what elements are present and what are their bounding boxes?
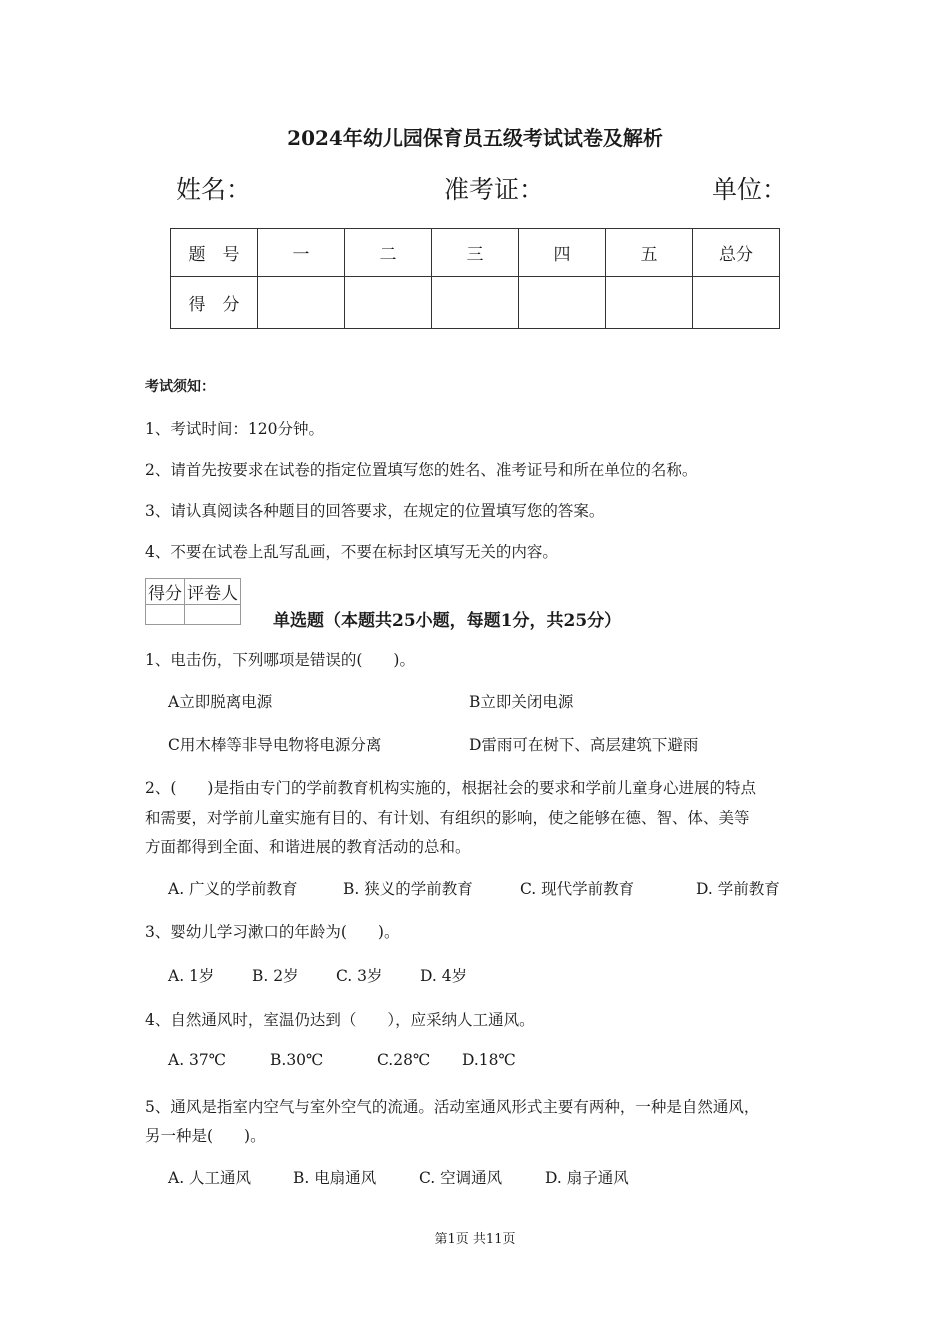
score-header-3: 三 xyxy=(432,229,519,277)
grader-score-cell xyxy=(146,605,185,625)
score-table-header-row xyxy=(171,229,780,277)
question-1-option-a: A立即脱离电源 xyxy=(168,693,273,711)
question-5-option-a: A. 人工通风 xyxy=(168,1169,252,1187)
score-header-label: 题 号 xyxy=(171,229,258,277)
name-field-label: 姓名： xyxy=(176,175,252,204)
question-4-option-b: B.30℃ xyxy=(270,1051,324,1069)
question-5-stem-line-2: 另一种是( )。 xyxy=(145,1127,266,1145)
question-3-option-c: C. 3岁 xyxy=(336,967,383,985)
question-1-option-c: C用木棒等非导电物将电源分离 xyxy=(168,736,382,754)
unit-field-label: 单位： xyxy=(712,175,788,204)
question-5-option-b: B. 电扇通风 xyxy=(293,1169,377,1187)
document-title: 2024年幼儿园保育员五级考试试卷及解析 xyxy=(287,126,663,150)
question-3-option-d: D. 4岁 xyxy=(420,967,468,985)
question-2-option-a: A. 广义的学前教育 xyxy=(168,880,298,898)
notice-item: 2、请首先按要求在试卷的指定位置填写您的姓名、准考证号和所在单位的名称。 xyxy=(145,461,698,479)
score-table-score-row xyxy=(171,277,780,329)
score-header-4: 四 xyxy=(519,229,606,277)
score-cell-4 xyxy=(519,277,606,329)
score-table xyxy=(170,228,780,329)
question-5-stem-line-1: 5、通风是指室内空气与室外空气的流通。活动室通风形式主要有两种，一种是自然通风， xyxy=(145,1098,760,1116)
score-header-1: 一 xyxy=(258,229,345,277)
question-2-option-b: B. 狭义的学前教育 xyxy=(343,880,473,898)
score-cell-2 xyxy=(345,277,432,329)
score-row-label: 得 分 xyxy=(171,277,258,329)
question-4-stem: 4、自然通风时，室温仍达到（ ），应采纳人工通风。 xyxy=(145,1011,535,1029)
question-4-option-c: C.28℃ xyxy=(377,1051,431,1069)
question-5-option-d: D. 扇子通风 xyxy=(545,1169,629,1187)
question-5-option-c: C. 空调通风 xyxy=(419,1169,503,1187)
notice-item: 3、请认真阅读各种题目的回答要求，在规定的位置填写您的答案。 xyxy=(145,502,605,520)
section-title: 单选题（本题共25小题，每题1分，共25分） xyxy=(273,611,622,631)
question-4-option-a: A. 37℃ xyxy=(168,1051,227,1069)
question-2-option-d: D. 学前教育 xyxy=(696,880,780,898)
notice-item: 1、考试时间：120分钟。 xyxy=(145,420,324,438)
score-cell-total xyxy=(693,277,780,329)
question-2-stem-line-3: 方面都得到全面、和谐进展的教育活动的总和。 xyxy=(145,838,471,856)
question-3-option-a: A. 1岁 xyxy=(168,967,215,985)
question-2-stem-line-2: 和需要，对学前儿童实施有目的、有计划、有组织的影响，使之能够在德、智、体、美等 xyxy=(145,809,750,827)
question-3-stem: 3、婴幼儿学习漱口的年龄为( )。 xyxy=(145,923,400,941)
question-3-option-b: B. 2岁 xyxy=(252,967,299,985)
question-1-stem: 1、电击伤，下列哪项是错误的( )。 xyxy=(145,651,415,669)
question-1-option-b: B立即关闭电源 xyxy=(469,693,574,711)
question-2-stem-line-1: 2、( )是指由专门的学前教育机构实施的，根据社会的要求和学前儿童身心进展的特点 xyxy=(145,779,756,797)
question-1-option-d: D雷雨可在树下、高层建筑下避雨 xyxy=(469,736,699,754)
grader-name-label: 评卷人 xyxy=(185,579,241,605)
page-footer: 第1页 共11页 xyxy=(434,1232,516,1247)
question-4-option-d: D.18℃ xyxy=(462,1051,516,1069)
score-header-2: 二 xyxy=(345,229,432,277)
score-cell-1 xyxy=(258,277,345,329)
grader-name-cell xyxy=(185,605,241,625)
exam-id-field-label: 准考证： xyxy=(444,175,545,204)
score-header-total: 总分 xyxy=(693,229,780,277)
grader-table xyxy=(145,578,241,625)
score-cell-3 xyxy=(432,277,519,329)
score-cell-5 xyxy=(606,277,693,329)
question-2-option-c: C. 现代学前教育 xyxy=(520,880,635,898)
grader-score-label: 得分 xyxy=(146,579,185,605)
notice-heading: 考试须知： xyxy=(145,379,215,395)
notice-item: 4、不要在试卷上乱写乱画，不要在标封区填写无关的内容。 xyxy=(145,543,558,561)
score-header-5: 五 xyxy=(606,229,693,277)
